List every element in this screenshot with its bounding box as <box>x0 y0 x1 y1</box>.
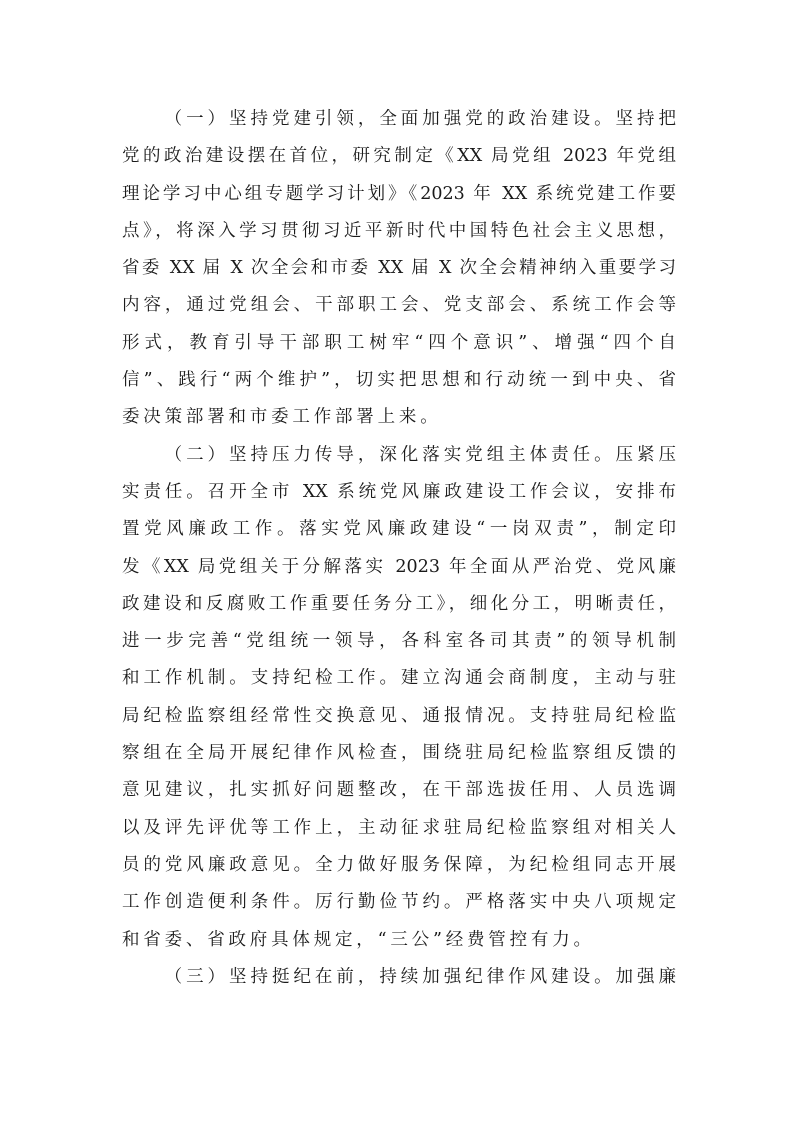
text-line: 省委 XX 届 X 次全会和市委 XX 届 X 次全会精神纳入重要学习 <box>122 258 676 279</box>
text-line: 内容，通过党组会、干部职工会、党支部会、系统工作会等 <box>122 295 676 316</box>
paragraph-3 <box>122 959 676 996</box>
text-line: 置党风廉政工作。落实党风廉政建设“一岗双责”，制定印 <box>122 519 676 540</box>
text-line: 形式，教育引导干部职工树牢“四个意识”、增强“四个自 <box>122 332 676 353</box>
text-line: （一）坚持党建引领，全面加强党的政治建设。坚持把 <box>164 109 676 129</box>
text-line: 和省委、省政府具体规定，“三公”经费管控有力。 <box>122 929 595 950</box>
text-line: 察组在全局开展纪律作风检查，围绕驻局纪检监察组反馈的 <box>122 743 676 764</box>
text-line: 政建设和反腐败工作重要任务分工》，细化分工，明晰责任， <box>122 593 676 614</box>
text-line: 委决策部署和市委工作部署上来。 <box>122 407 442 428</box>
text-line: 员的党风廉政意见。全力做好服务保障，为纪检组同志开展 <box>122 854 676 875</box>
text-line: 工作创造便利条件。厉行勤俭节约。严格落实中央八项规定 <box>122 892 676 913</box>
paragraph-2 <box>122 437 676 959</box>
text-line: 以及评先评优等工作上，主动征求驻局纪检监察组对相关人 <box>122 817 676 838</box>
document-body <box>122 101 676 996</box>
text-line: 实责任。召开全市 XX 系统党风廉政建设工作会议，安排布 <box>122 481 676 502</box>
text-line: 意见建议，扎实抓好问题整改，在干部选拔任用、人员选调 <box>122 780 676 801</box>
text-line: 局纪检监察组经常性交换意见、通报情况。支持驻局纪检监 <box>122 705 676 726</box>
text-line: 发《XX 局党组关于分解落实 2023 年全面从严治党、党风廉 <box>122 556 676 577</box>
text-line: （三）坚持挺纪在前，持续加强纪律作风建设。加强廉 <box>164 966 676 987</box>
text-line: 理论学习中心组专题学习计划》《2023 年 XX 系统党建工作要 <box>122 183 676 204</box>
text-line: 和工作机制。支持纪检工作。建立沟通会商制度，主动与驻 <box>122 668 676 689</box>
paragraph-1 <box>122 101 676 437</box>
text-line: 点》，将深入学习贯彻习近平新时代中国特色社会主义思想， <box>122 220 676 241</box>
text-line: 信”、践行“两个维护”，切实把思想和行动统一到中央、省 <box>122 370 676 391</box>
text-line: 党的政治建设摆在首位，研究制定《XX 局党组 2023 年党组 <box>122 146 676 167</box>
text-line: 进一步完善“党组统一领导，各科室各司其责”的领导机制 <box>122 631 676 652</box>
text-line: （二）坚持压力传导，深化落实党组主体责任。压紧压 <box>164 444 676 465</box>
